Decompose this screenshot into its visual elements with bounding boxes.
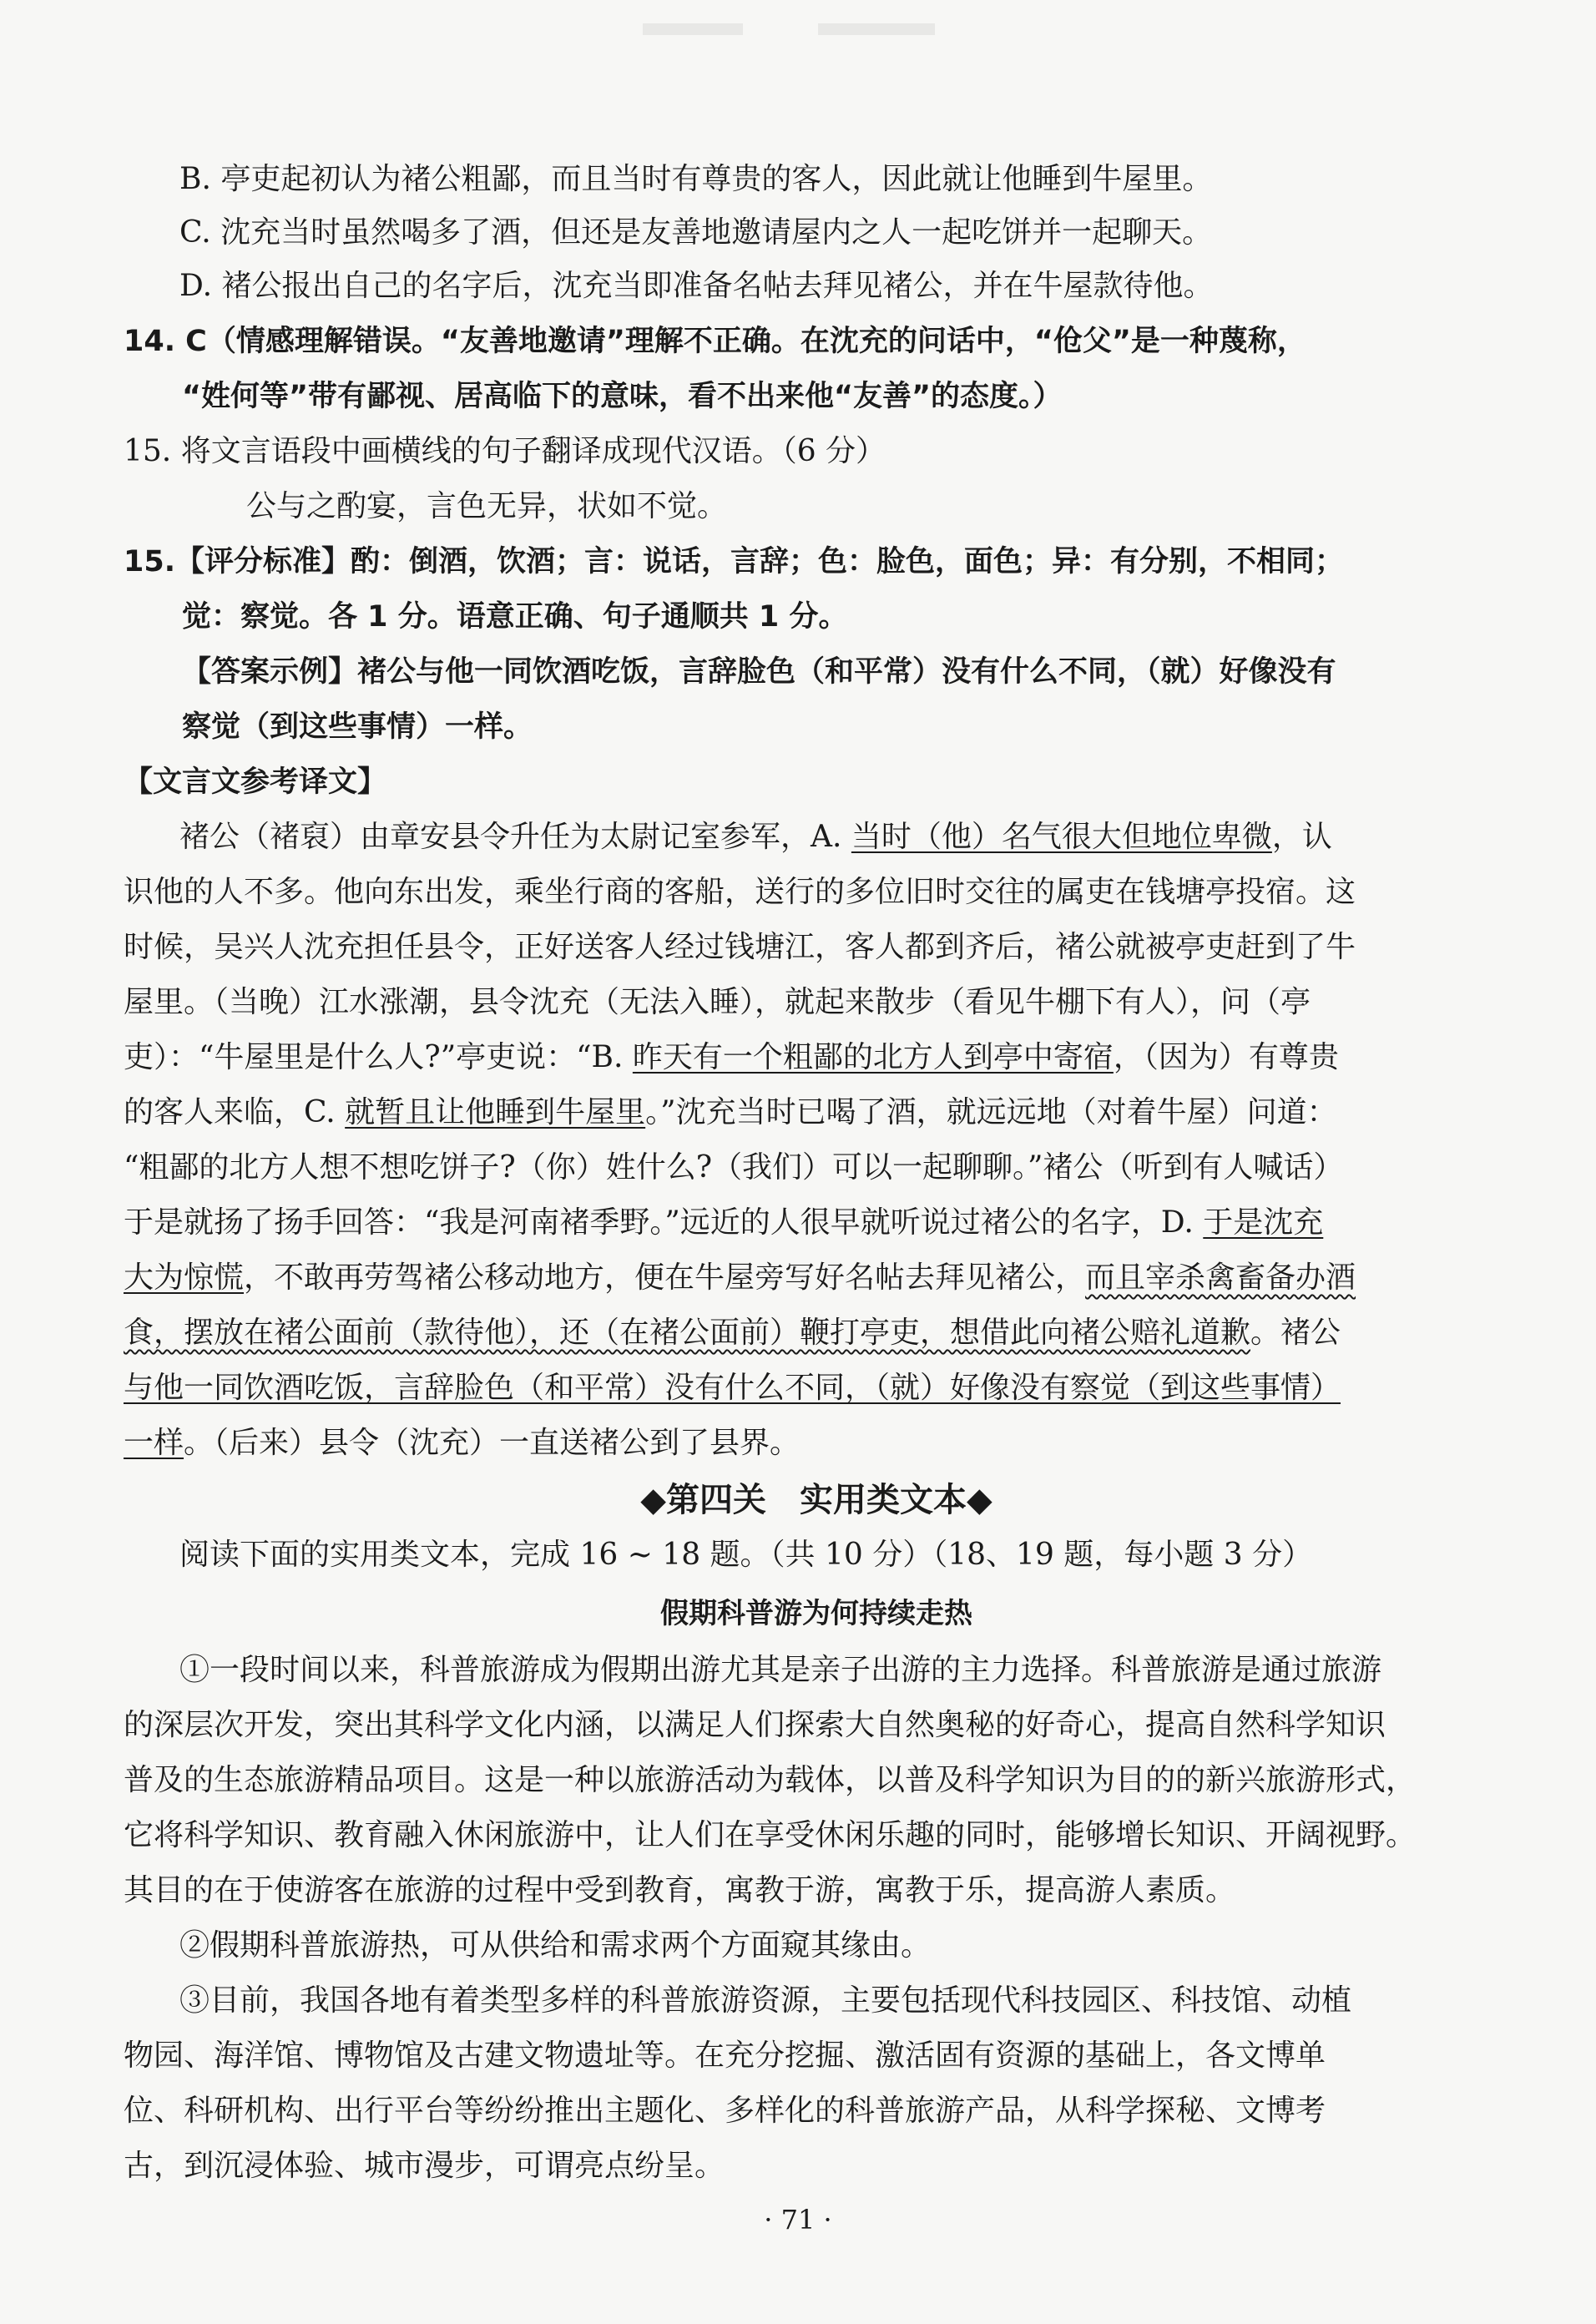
answer-15-example-line2: 察觉（到这些事情）一样。	[182, 710, 533, 744]
section-instruction: 阅读下面的实用类文本，完成 16 ~ 18 题。（共 10 分）（18、19 题，每小题 3 分）	[179, 1538, 1313, 1572]
underlined-option-a: 当时（他）名气很大但地位卑微	[851, 820, 1272, 854]
translation-line-4: 屋里。（当晚）江水涨潮，县令沈充（无法入睡），就起来散步（看见牛棚下有人），问（亭	[124, 985, 1311, 1019]
answer-14-line2: “姓何等”带有鄙视、居高临下的意味，看不出来他“友善”的态度。）	[182, 380, 1063, 413]
wavy-underline-text: 食，摆放在褚公面前（款待他），还（在褚公面前）鞭打亭吏，想借此向褚公赔礼道歉	[124, 1316, 1251, 1350]
wavy-underline-text: 而且宰杀禽畜备办酒	[1085, 1261, 1356, 1295]
underlined-option-d: 于是沈充	[1203, 1205, 1324, 1240]
article-p1-line3: 普及的生态旅游精品项目。这是一种以旅游活动为载体，以普及科学知识为目的的新兴旅游形式，	[124, 1763, 1417, 1797]
article-title: 假期科普游为何持续走热	[660, 1597, 972, 1630]
article-p2: ②假期科普旅游热，可从供给和需求两个方面窥其缘由。	[179, 1928, 932, 1963]
translation-line-8	[124, 1197, 1509, 1249]
translation-line-3: 时候，吴兴人沈充担任县令，正好送客人经过钱塘江，客人都到齐后，褚公就被亭吏赶到了牛	[124, 930, 1356, 964]
question-15-sentence: 公与之酌宴，言色无异，状如不觉。	[246, 489, 728, 523]
option-b: B. 亭吏起初认为褚公粗鄙，而且当时有尊贵的客人，因此就让他睡到牛屋里。	[179, 162, 1213, 196]
translation-text: 。（后来）县令（沈充）一直送褚公到了县界。	[184, 1426, 801, 1460]
translation-text: ，认	[1271, 820, 1332, 854]
answer-14-line1: 14. C（情感理解错误。“友善地邀请”理解不正确。在沈充的问话中，“伧父”是一种蔑称，	[124, 325, 1306, 358]
translation-line-1	[179, 811, 1565, 863]
translation-text: 褚公（褚裒）由章安县令升任为太尉记室参军，A.	[179, 820, 851, 854]
translation-text: 。”沈充当时已喝了酒，就远远地（对着牛屋）问道：	[645, 1095, 1337, 1129]
article-p1-line2: 的深层次开发，突出其科学文化内涵，以满足人们探索大自然奥秘的好奇心，提高自然科学知识	[124, 1708, 1386, 1742]
translation-line-7: “粗鄙的北方人想不想吃饼子?（你）姓什么?（我们）可以一起聊聊。”褚公（听到有人喊话）	[124, 1150, 1344, 1185]
translation-heading: 【文言文参考译文】	[124, 765, 387, 799]
translation-text: ，（因为）有尊贵	[1113, 1040, 1339, 1074]
translation-line-12	[124, 1417, 1509, 1469]
section-heading: ◆第四关 实用类文本◆	[640, 1481, 992, 1519]
underlined-option-c: 就暂且让他睡到牛屋里	[345, 1095, 646, 1129]
translation-text: 的客人来临，C.	[124, 1095, 346, 1129]
translation-line-10	[124, 1307, 1509, 1359]
answer-15-standard-line1: 15.【评分标准】酌：倒酒，饮酒；言：说话，言辞；色：脸色，面色；异：有分别，不相同；	[124, 545, 1345, 578]
underlined-option-b: 昨天有一个粗鄙的北方人到亭中寄宿	[632, 1040, 1114, 1074]
translation-text: 。褚公	[1250, 1316, 1341, 1350]
article-p3-line2: 物园、海洋馆、博物馆及古建文物遗址等。在充分挖掘、激活固有资源的基础上，各文博单	[124, 2039, 1326, 2073]
article-p1-line5: 其目的在于使游客在旅游的过程中受到教育，寓教于游，寓教于乐，提高游人素质。	[124, 1873, 1236, 1907]
answer-15-example-line1: 【答案示例】褚公与他一同饮酒吃饭，言辞脸色（和平常）没有什么不同，（就）好像没有	[182, 655, 1336, 689]
article-p1-line4: 它将科学知识、教育融入休闲旅游中，让人们在享受休闲乐趣的同时，能够增长知识、开阔视野。	[124, 1818, 1417, 1852]
translation-line-9	[124, 1252, 1509, 1304]
translation-text: 于是就扬了扬手回答：“我是河南褚季野。”远近的人很早就听说过褚公的名字，D.	[124, 1205, 1204, 1240]
underlined-option-d-cont: 大为惊慌	[124, 1261, 245, 1295]
option-c: C. 沈充当时虽然喝多了酒，但还是友善地邀请屋内之人一起吃饼并一起聊天。	[179, 215, 1213, 250]
article-p3-line4: 古，到沉浸体验、城市漫步，可谓亮点纷呈。	[124, 2149, 725, 2183]
page-number: · 71 ·	[764, 2204, 832, 2236]
question-15-prompt: 15. 将文言语段中画横线的句子翻译成现代汉语。（6 分）	[124, 434, 886, 468]
article-p1-line1: ①一段时间以来，科普旅游成为假期出游尤其是亲子出游的主力选择。科普旅游是通过旅游	[179, 1653, 1382, 1687]
translation-text: 吏）：“牛屋里是什么人?”亭吏说：“B.	[124, 1040, 633, 1074]
underlined-answer-sentence: 一样	[124, 1426, 184, 1460]
scan-mark-decoration	[634, 17, 968, 42]
translation-line-2: 识他的人不多。他向东出发，乘坐行商的客船，送行的多位旧时交往的属吏在钱塘亭投宿。这	[124, 875, 1356, 909]
translation-line-5	[124, 1032, 1509, 1084]
translation-line-11	[124, 1362, 1509, 1414]
article-p3-line1: ③目前，我国各地有着类型多样的科普旅游资源，主要包括现代科技园区、科技馆、动植	[179, 1983, 1352, 2018]
answer-15-standard-line2: 觉：察觉。各 1 分。语意正确、句子通顺共 1 分。	[182, 600, 848, 634]
translation-text: ，不敢再劳驾褚公移动地方，便在牛屋旁写好名帖去拜见褚公，	[244, 1261, 1086, 1295]
translation-line-6	[124, 1087, 1509, 1139]
article-p3-line3: 位、科研机构、出行平台等纷纷推出主题化、多样化的科普旅游产品，从科学探秘、文博考	[124, 2094, 1326, 2128]
option-d: D. 褚公报出自己的名字后，沈充当即准备名帖去拜见褚公，并在牛屋款待他。	[179, 269, 1214, 303]
underlined-answer-sentence: 与他一同饮酒吃饭，言辞脸色（和平常）没有什么不同，（就）好像没有察觉（到这些事情）	[124, 1371, 1341, 1405]
